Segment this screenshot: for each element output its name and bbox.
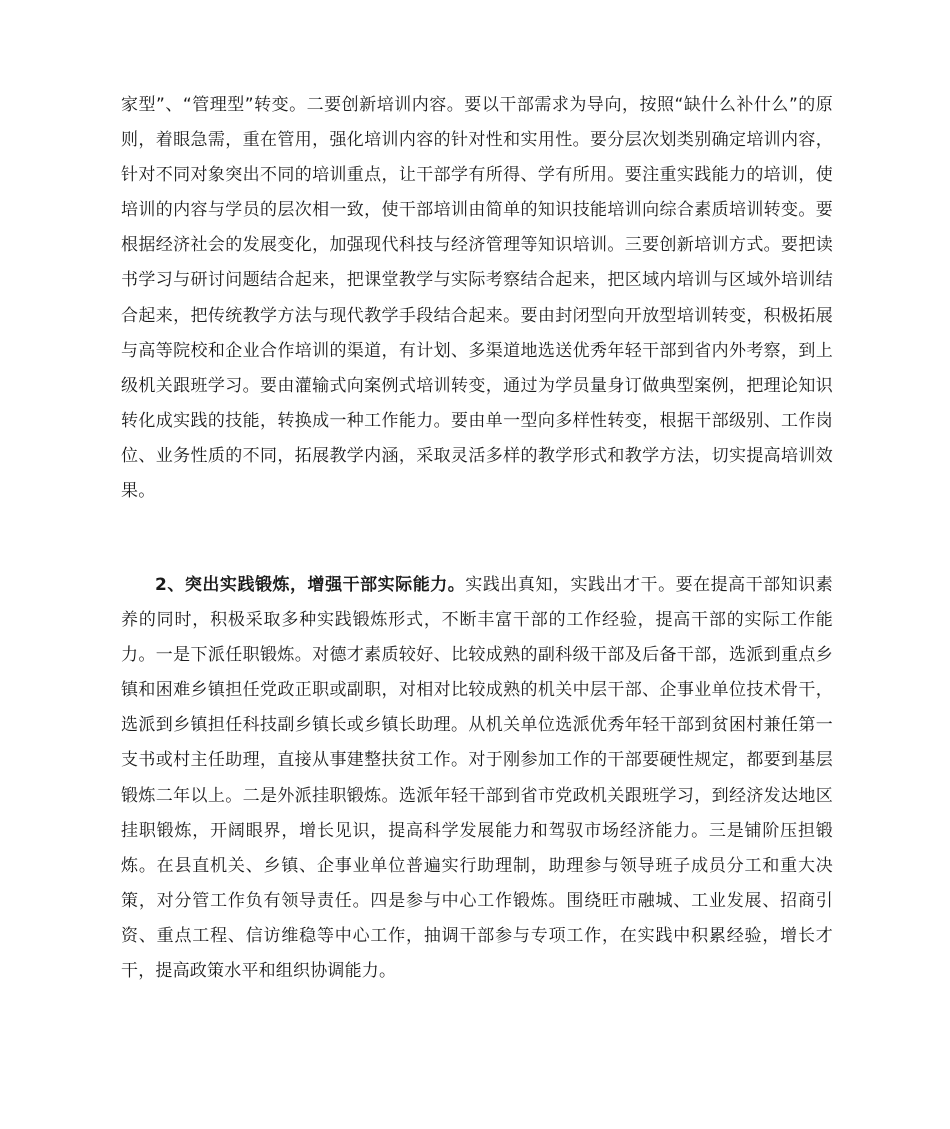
body-paragraph-training-content bbox=[121, 88, 833, 509]
paragraph-text: 家型”、“管理型”转变。二要创新培训内容。要以干部需求为导向，按照“缺什么补什么”的原则，着眼急需，重在管用，强化培训内容的针对性和实用性。要分层次划类别确定培训内容，针对不同对象突出不同的培训重点，让干部学有所得、学有所用。要注重实践能力的培训，使培训的内容与学员的层次相一致，使干部培训由简单的知识技能培训向综合素质培训转变。要根据经济社会的发展变化，加强现代科技与经济管理等知识培训。三要创新培训方式。要把读书学习与研讨问题结合起来，把课堂教学与实际考察结合起来，把区域内培训与区域外培训结合起来，把传统教学方法与现代教学手段结合起来。要由封闭型向开放型培训转变，积极拓展与高等院校和企业合作培训的渠道，有计划、多渠道地选送优秀年轻干部到省内外考察，到上级机关跟班学习。要由灌输式向案例式培训转变，通过为学员量身订做典型案例，把理论知识转化成实践的技能，转换成一种工作能力。要由单一型向多样性转变，根据干部级别、工作岗位、业务性质的不同，拓展教学内涵，采取灵活多样的教学形式和教学方法，切实提高培训效果。 bbox=[121, 95, 833, 502]
section-heading: 2、突出实践锻炼，增强干部实际能力。 bbox=[155, 575, 466, 595]
paragraph-text: 实践出真知，实践出才干。要在提高干部知识素养的同时，积极采取多种实践锻炼形式，不断丰富干部的工作经验，提高干部的实际工作能力。一是下派任职锻炼。对德才素质较好、比较成熟的副科级干部及后备干部，选派到重点乡镇和困难乡镇担任党政正职或副职，对相对比较成熟的机关中层干部、企事业单位技术骨干，选派到乡镇担任科技副乡镇长或乡镇长助理。从机关单位选派优秀年轻干部到贫困村兼任第一支书或村主任助理，直接从事建整扶贫工作。对于刚参加工作的干部要硬性规定，都要到基层锻炼二年以上。二是外派挂职锻炼。选派年轻干部到省市党政机关跟班学习，到经济发达地区挂职锻炼，开阔眼界，增长见识，提高科学发展能力和驾驭市场经济能力。三是铺阶压担锻炼。在县直机关、乡镇、企事业单位普遍实行助理制，助理参与领导班子成员分工和重大决策，对分管工作负有领导责任。四是参与中心工作锻炼。围绕旺市融城、工业发展、招商引资、重点工程、信访维稳等中心工作，抽调干部参与专项工作，在实践中积累经验，增长才干，提高政策水平和组织协调能力。 bbox=[121, 575, 834, 982]
body-paragraph-practice-training bbox=[121, 568, 833, 989]
